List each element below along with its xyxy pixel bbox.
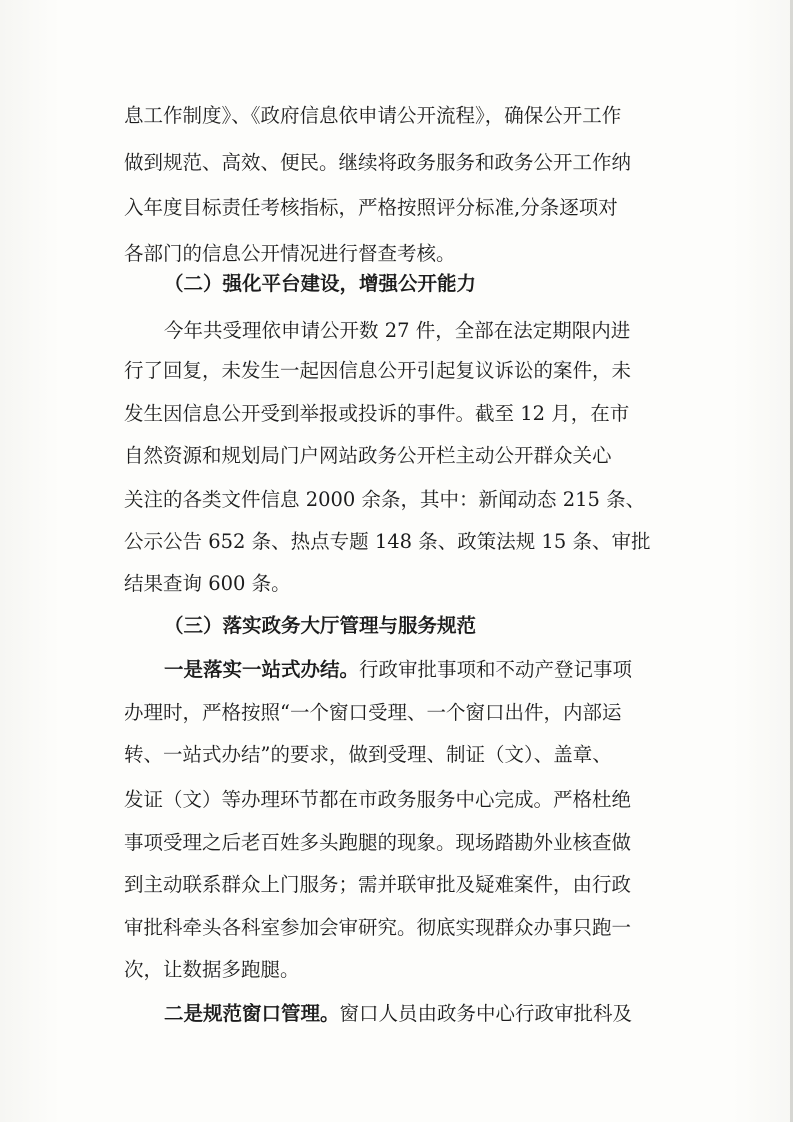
body-line-18: 事项受理之后老百姓多头跑腿的现象。现场踏勘外业核查做	[124, 831, 632, 854]
body-line-11: 公示公告 652 条、热点专题 148 条、政策法规 15 条、审批	[124, 530, 651, 553]
body-line-15: 办理时，严格按照“一个窗口受理、一个窗口出件，内部运	[124, 701, 622, 724]
body-line-10: 关注的各类文件信息 2000 余条，其中：新闻动态 215 条、	[124, 488, 646, 511]
body-line-6: 今年共受理依申请公开数 27 件，全部在法定期限内进	[164, 319, 631, 342]
body-line-19: 到主动联系群众上门服务；需并联审批及疑难案件，由行政	[124, 873, 632, 896]
body-line-1: 息工作制度》、《政府信息依申请公开流程》，确保公开工作	[124, 104, 622, 127]
body-line-9: 自然资源和规划局门户网站政务公开栏主动公开群众关心	[124, 444, 612, 467]
body-line-22	[164, 991, 632, 1037]
lead-phrase-1: 一是落实一站式办结。	[164, 658, 360, 681]
body-line-20: 审批科牵头各科室参加会审研究。彻底实现群众办事只跑一	[124, 916, 632, 939]
body-line-8: 发生因信息公开受到举报或投诉的事件。截至 12 月，在市	[124, 402, 630, 425]
body-line-17: 发证（文）等办理环节都在市政务服务中心完成。严格杜绝	[124, 788, 632, 811]
body-line-22-text: 窗口人员由政务中心行政审批科及	[339, 1002, 633, 1025]
section-heading-3: （三）落实政务大厅管理与服务规范	[164, 614, 477, 637]
body-line-14	[164, 647, 632, 693]
body-line-14-text: 行政审批事项和不动产登记事项	[359, 658, 633, 681]
body-line-12: 结果查询 600 条。	[124, 572, 291, 595]
body-line-2: 做到规范、高效、便民。继续将政务服务和政务公开工作纳	[124, 151, 632, 174]
body-line-4: 各部门的信息公开情况进行督查考核。	[124, 242, 456, 265]
body-line-21: 次，让数据多跑腿。	[124, 958, 300, 981]
lead-phrase-2: 二是规范窗口管理。	[164, 1002, 340, 1025]
body-line-7: 行了回复，未发生一起因信息公开引起复议诉讼的案件，未	[124, 359, 632, 382]
body-line-16: 转、一站式办结”的要求，做到受理、制证（文）、盖章、	[124, 743, 612, 766]
body-line-3: 入年度目标责任考核指标，严格按照评分标准,分条逐项对	[124, 196, 618, 219]
section-heading-2: （二）强化平台建设，增强公开能力	[164, 272, 477, 295]
